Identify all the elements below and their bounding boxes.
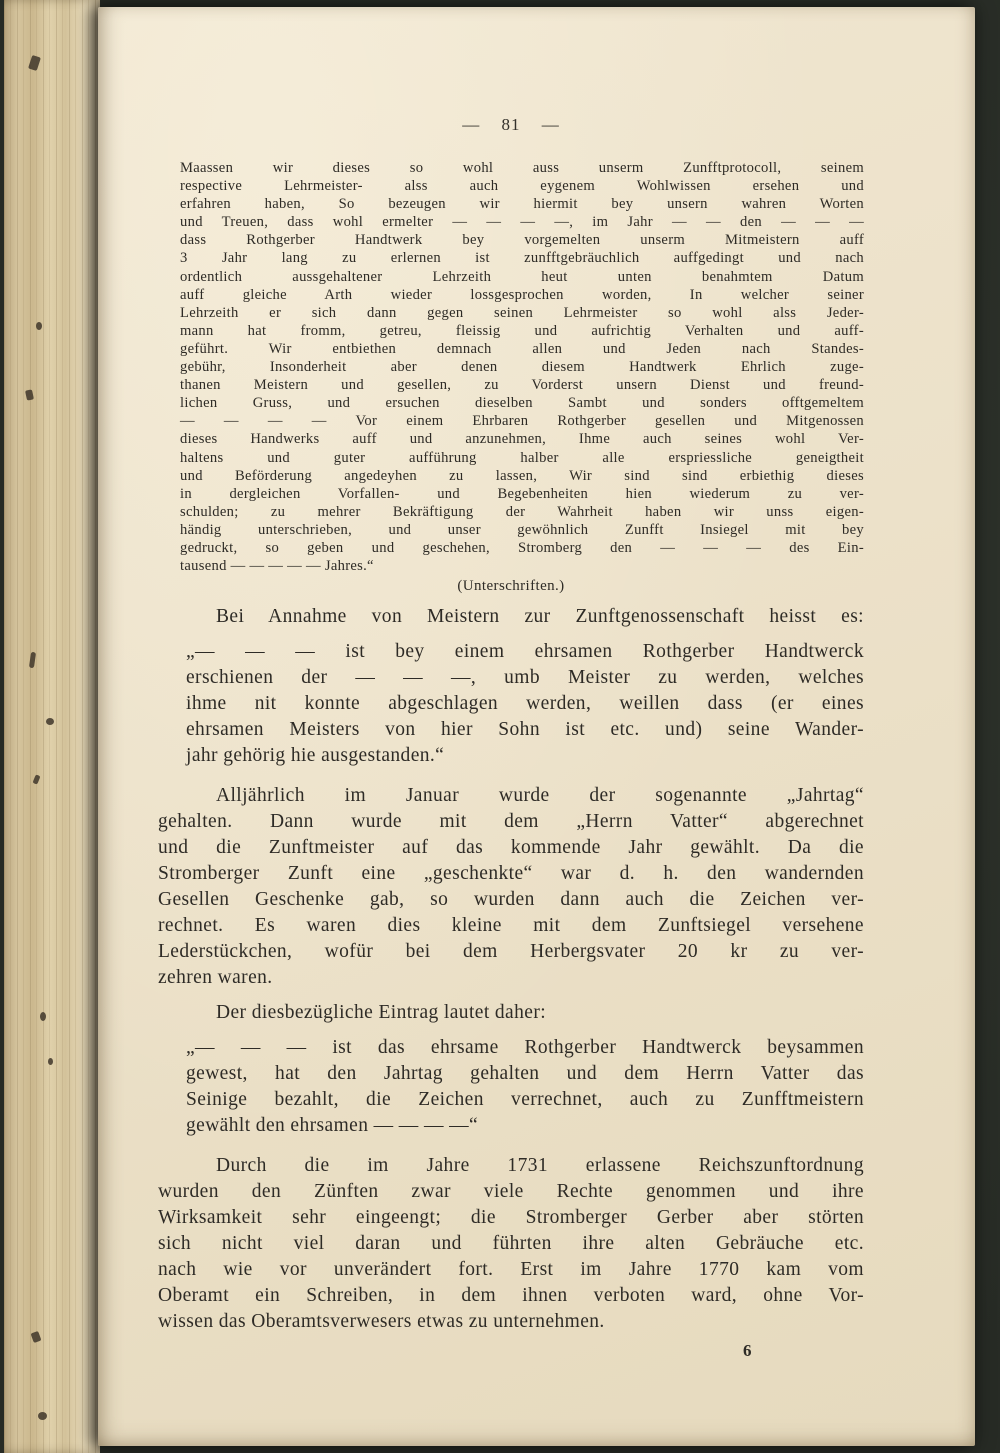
text-line: tausend — — — — — Jahres.“	[180, 558, 374, 575]
edge-speck	[28, 55, 41, 71]
edge-speck	[25, 389, 34, 400]
text-line: „— — — ist das ehrsame Rothgerber Handtwerck beysammen	[186, 1037, 864, 1059]
text-line: Stromberger Zunft eine „geschenkte“ war d. h. den wandernden	[158, 863, 864, 885]
text-line: 3 Jahr lang zu erlernen ist zunfftgebräuchlich auffgedingt und nach	[180, 250, 864, 267]
jahrtag-paragraph	[158, 783, 864, 991]
text-line: gehalten. Dann wurde mit dem „Herrn Vatter“ abgerechnet	[158, 811, 864, 833]
text-line: gewest, hat den Jahrtag gehalten und dem Herrn Vatter das	[186, 1063, 864, 1085]
edge-speck	[48, 1058, 53, 1065]
text-line: nach wie vor unverändert fort. Erst im Jahre 1770 kam vom	[158, 1259, 864, 1281]
text-line: lichen Gruss, und ersuchen dieselben Sambt und sonders offtgemeltem	[180, 395, 864, 412]
text-line: Durch die im Jahre 1731 erlassene Reichszunftordnung	[216, 1155, 864, 1177]
text-line: haltens und guter aufführung halber alle erspriessliche geneigtheit	[180, 449, 864, 466]
page-text-area	[158, 115, 864, 1361]
edge-speck	[38, 1412, 47, 1420]
text-line: Gesellen Geschenke gab, so wurden dann auch die Zeichen ver-	[158, 889, 864, 911]
book-page-edges	[4, 0, 100, 1453]
eintrag-intro-line: Der diesbezügliche Eintrag lautet daher:	[216, 1002, 547, 1024]
text-line: und Treuen, dass wohl ermelter — — — —, im Jahr — — den — — —	[180, 214, 864, 231]
text-line: wurden den Zünften zwar viele Rechte genommen und ihre	[158, 1181, 864, 1203]
admission-quote	[186, 639, 864, 769]
text-line: und die Zunftmeister auf das kommende Jahr gewählt. Da die	[158, 837, 864, 859]
text-line: Oberamt ein Schreiben, in dem ihnen verboten ward, ohne Vor-	[158, 1285, 864, 1307]
text-line: händig unterschrieben, und unser gewöhnlich Zunfft Insiegel mit bey	[180, 521, 864, 538]
edge-speck	[46, 718, 54, 725]
text-line: Seinige bezahlt, die Zeichen verrechnet, auch zu Zunfftmeistern	[186, 1089, 864, 1111]
text-line: mann hat fromm, getreu, fleissig und aufrichtig Verhalten und auff-	[180, 322, 864, 339]
text-line: rechnet. Es waren dies kleine mit dem Zunftsiegel versehene	[158, 915, 864, 937]
text-line: ordentlich aussgehaltener Lehrzeith heut unten benahmtem Datum	[180, 268, 864, 285]
page-number: — 81 —	[462, 115, 560, 134]
text-line: thanen Meistern und gesellen, zu Vorderst unsern Dienst und freund-	[180, 377, 864, 394]
text-line: — — — — Vor einem Ehrbaren Rothgerber gesellen und Mitgenossen	[180, 413, 864, 430]
eintrag-quote	[186, 1035, 864, 1139]
text-line: zehren waren.	[158, 967, 273, 989]
text-line: Maassen wir dieses so wohl auss unserm Zunfftprotocoll, seinem	[180, 160, 864, 176]
signature-mark: 6	[743, 1341, 752, 1361]
text-line: ehrsamen Meisters von hier Sohn ist etc. und) seine Wander-	[186, 719, 864, 741]
text-line: respective Lehrmeister- alss auch eygenem Wohlwissen ersehen und	[180, 178, 864, 195]
text-line: geführt. Wir entbiethen demnach allen und Jeden nach Standes-	[180, 340, 864, 357]
edge-speck	[40, 1012, 46, 1021]
text-line: Alljährlich im Januar wurde der sogenannte „Jahrtag“	[216, 785, 864, 807]
text-line: wissen das Oberamtsverwesers etwas zu unternehmen.	[158, 1311, 605, 1333]
edge-speck	[32, 774, 40, 784]
text-line: gedruckt, so geben und geschehen, Stromberg den — — — des Ein-	[180, 539, 864, 556]
text-line: und Beförderung angedeyhen zu lassen, Wir sind sind erbiethig dieses	[180, 467, 864, 484]
book-page	[98, 7, 975, 1446]
text-line: auff gleiche Arth wieder lossgesprochen worden, In welcher seiner	[180, 286, 864, 303]
text-line: jahr gehörig hie ausgestanden.“	[186, 745, 445, 767]
text-line: dieses Handwerks auff und anzunehmen, Ihme auch seines wohl Ver-	[180, 431, 864, 448]
signatures-note: (Unterschriften.)	[457, 578, 565, 595]
text-line: Wirksamkeit sehr eingeengt; die Stromberger Gerber aber störten	[158, 1207, 864, 1229]
text-line: erschienen der — — —, umb Meister zu werden, welches	[186, 667, 864, 689]
text-line: in dergleichen Vorfallen- und Begebenheiten hien wiederum zu ver-	[180, 485, 864, 502]
text-line: Lehrzeith er sich dann gegen seinen Lehrmeister so wohl alss Jeder-	[180, 304, 864, 321]
text-line: dass Rothgerber Handtwerk bey vorgemelten unserm Mitmeistern auff	[180, 232, 864, 249]
text-line: sich nicht viel daran und führten ihre alten Gebräuche etc.	[158, 1233, 864, 1255]
edge-speck	[31, 1331, 42, 1343]
text-line: Lederstückchen, wofür bei dem Herbergsvater 20 kr zu ver-	[158, 941, 864, 963]
text-line: ihme nit konnte abgeschlagen werden, weillen dass (er eines	[186, 693, 864, 715]
edge-speck	[29, 652, 36, 669]
text-line: schulden; zu mehrer Bekräftigung der Wahrheit haben wir unss eigen-	[180, 503, 864, 520]
text-line: erfahren haben, So bezeugen wir hiermit bey unsern wahren Worten	[180, 196, 864, 213]
text-line: gebühr, Insonderheit aber denen diesem Handtwerk Ehrlich zuge-	[180, 359, 864, 376]
admission-intro-line: Bei Annahme von Meistern zur Zunftgenossenschaft heisst es:	[216, 606, 864, 628]
reichszunftordnung-paragraph	[158, 1153, 864, 1335]
zunft-document-excerpt	[180, 159, 864, 575]
edge-speck	[36, 322, 42, 330]
text-line: „— — — ist bey einem ehrsamen Rothgerber Handtwerck	[186, 641, 864, 663]
text-line: gewählt den ehrsamen — — — —“	[186, 1115, 479, 1137]
